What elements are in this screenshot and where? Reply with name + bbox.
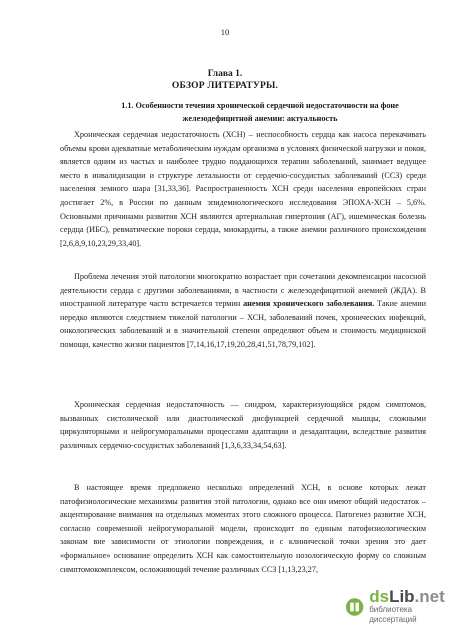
page-number: 10 [220, 27, 230, 37]
dslib-logo-icon [345, 596, 364, 618]
dslib-tagline: библиотека диссертаций [369, 605, 417, 624]
chapter-title: ОБЗОР ЛИТЕРАТУРЫ. [171, 81, 279, 91]
paragraph-chf-syndrome: Хроническая сердечная недостаточность — синдром, характеризующийся рядом симптомов, вызванных систолической или диастолической дисфункцией сердечной мышцы, сложными циркуляторными и нейрогуморальными процессами адаптации и дезадаптации, вследствие развития различных сердечно-сосудистых заболеваний [1,3,6,33,34,54,63]. [60, 400, 426, 450]
paragraph-anemia-text-before: Проблема лечения этой патологии многократно возрастает при сочетании декомпенсации насосной деятельности сердца с другими заболеваниями, в частности с железодефицитной анемией (ЖДА). В иностранной литературе часто встречается термин [60, 272, 426, 309]
section-heading-line2: железодефицитной анемии: актуальность [182, 114, 338, 123]
section-heading-line1: 1.1. Особенности течения хронической сердечной недостаточности на фоне [121, 101, 399, 110]
chapter-number: Глава 1. [207, 69, 243, 79]
paragraph-chf-definitions: В настоящее время предложено несколько определений ХСН, в основе которых лежат патофизиологические механизмы развития этой патологии, однако все они имеют общий недостаток – акцентирование внимания на отдельных моментах этого сложного процесса. Патогенез развитие ХСН, согласно современной нейрогуморальной модели, происходит по единым патофизиологическим законам вне зависимости от этиологии повреждения, и с клинической точки зрения это дает «формальное» основание определить ХСН как самостоятельную нозологическую форму со сложным симптомокомплексом, осложняющий течение различных ССЗ [1,13,23,27, [60, 483, 426, 574]
dslib-logo-text [369, 588, 450, 605]
paragraph-chf-definition: Хроническая сердечная недостаточность (ХСН) – неспособность сердца как насоса перекачивать объемы крови адекватные метаболическим нуждам организма в условиях физической нагрузки и покоя, является одним из частых и наиболее трудно поддающихся терапии заболеваний, занимает ведущее место в инвалидизации и структуре летальности от сердечно-сосудистых заболеваний (ССЗ) среди населения земного шара [31,33,36]. Распространенность ХСН среди населения европейских стран достигает 2%, в России по данным эпидемиологического исследования ЭПОХА-ХСН – 5,6%. Основными причинами развития ХСН являются артериальная гипертония (АГ), ишемическая болезнь сердца (ИБС), ревматические пороки сердца, миокардиты, а также анемии различного происхождения [2,6,8,9,10,23,29,33,40]. [60, 130, 426, 248]
paragraph-anemia-text-after: Такие анемии нередко являются следствием тяжелой патологии – ХСН, заболеваний почек, хронических инфекций, онкологических заболеваний и в значительной степени определяют объем и стоимость медицинской помощи, качество жизни пациентов [7,14,16,17,19,20,28,41,51,78,79,102]. [60, 299, 426, 349]
logo-ds: ds [369, 587, 390, 606]
paragraph-anemia-problem [60, 270, 426, 352]
logo-lib: Lib [389, 587, 415, 606]
term-chronic-disease-anemia: анемия хронического заболевания. [243, 299, 375, 309]
logo-net: .net [414, 587, 445, 606]
dslib-watermark [345, 588, 450, 625]
section-heading [95, 99, 425, 125]
